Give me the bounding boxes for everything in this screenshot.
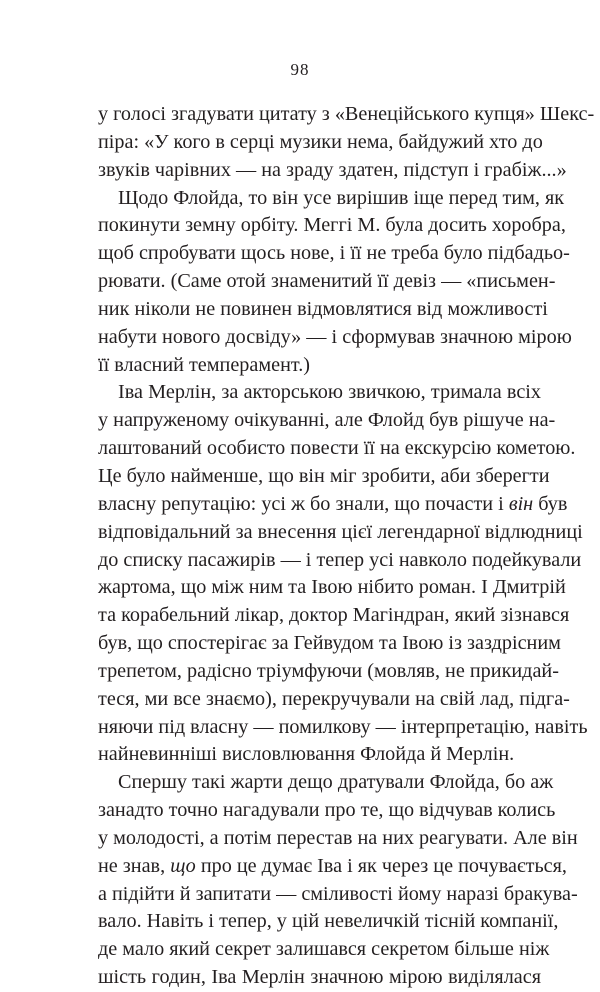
text-line: занадто точно нагадували про те, що відчував колись [98,799,556,822]
page-number: 98 [290,60,310,79]
text-line: Спершу такі жарти дещо дратували Флойда, бо аж [118,771,554,794]
text-line: Це було найменше, що він міг зробити, аби зберегти [98,464,550,487]
italic-word: що [170,854,196,877]
text-line: лаштований особисто повести її на екскурсію кометою. [98,437,576,460]
text-line: у напруженому очікуванні, але Флойд був рішуче на- [98,409,556,432]
text-line: піра: «У кого в серці музики нема, байдужий хто до [98,130,543,153]
text-line: жартома, що між ним та Івою нібито роман. І Дмитрій [98,576,566,599]
text-line: де мало який секрет залишався секретом більше ніж [98,938,550,961]
text-line: до списку пасажирів — і тепер усі навколо подейкували [98,548,582,571]
text-line: набути нового досвіду» — і сформував значною мірою [98,325,572,348]
text-line: відповідальний за внесення цієї легендарної відлюдниці [98,520,583,543]
text-line: найневинніші висловлювання Флойда й Мерлін. [98,743,515,766]
text-line: няючи під власну — помилкову — інтерпретацію, навіть [98,715,588,738]
text-line: її власний темперамент.) [98,353,310,376]
text-line: а підійти й запитати — сміливості йому наразі бракува- [98,882,578,905]
text-line: теся, ми все знаємо), перекручували на свій лад, підга- [98,687,570,710]
text-line: Іва Мерлін, за акторською звичкою, тримала всіх [118,381,541,404]
text-run: не знав, [98,854,171,877]
text-run: був [533,492,568,515]
text-line [98,853,567,881]
text-line [98,491,568,519]
text-line: шість годин, Іва Мерлін значною мірою виділялася [98,966,541,989]
text-line: у голосі згадувати цитату з «Венеційського купця» Шекс- [98,103,595,125]
body-text [98,101,595,992]
text-line: був, що спостерігає за Гейвудом та Івою із заздрісним [98,632,561,655]
italic-word: він [508,492,534,515]
text-line: рювати. (Саме отой знаменитий її девіз — «письмен- [98,270,556,293]
text-line: та корабельний лікар, доктор Магіндран, який зізнався [98,604,570,627]
text-line: щоб спробувати щось нове, і її не треба було підбадьо- [98,242,570,265]
text-line: вало. Навіть і тепер, у цій невеличкій тісній компанії, [98,910,559,933]
text-line: трепетом, радісно тріумфуючи (мовляв, не прикидай- [98,659,559,682]
text-run: про це думає Іва і як через це почувається, [195,854,567,877]
text-line: у молодості, а потім перестав на них реагувати. Але він [98,826,578,849]
text-line: Щодо Флойда, то він усе вирішив іще перед тим, як [118,186,565,209]
text-line: покинути земну орбіту. Меггі М. була досить хоробра, [98,214,566,237]
text-line: ник ніколи не повинен відмовлятися від можливості [98,297,548,320]
text-run: власну репутацію: усі ж бо знали, що почасти і [98,492,509,515]
text-line: звуків чарівних — на зраду здатен, підступ і грабіж...» [98,158,567,181]
